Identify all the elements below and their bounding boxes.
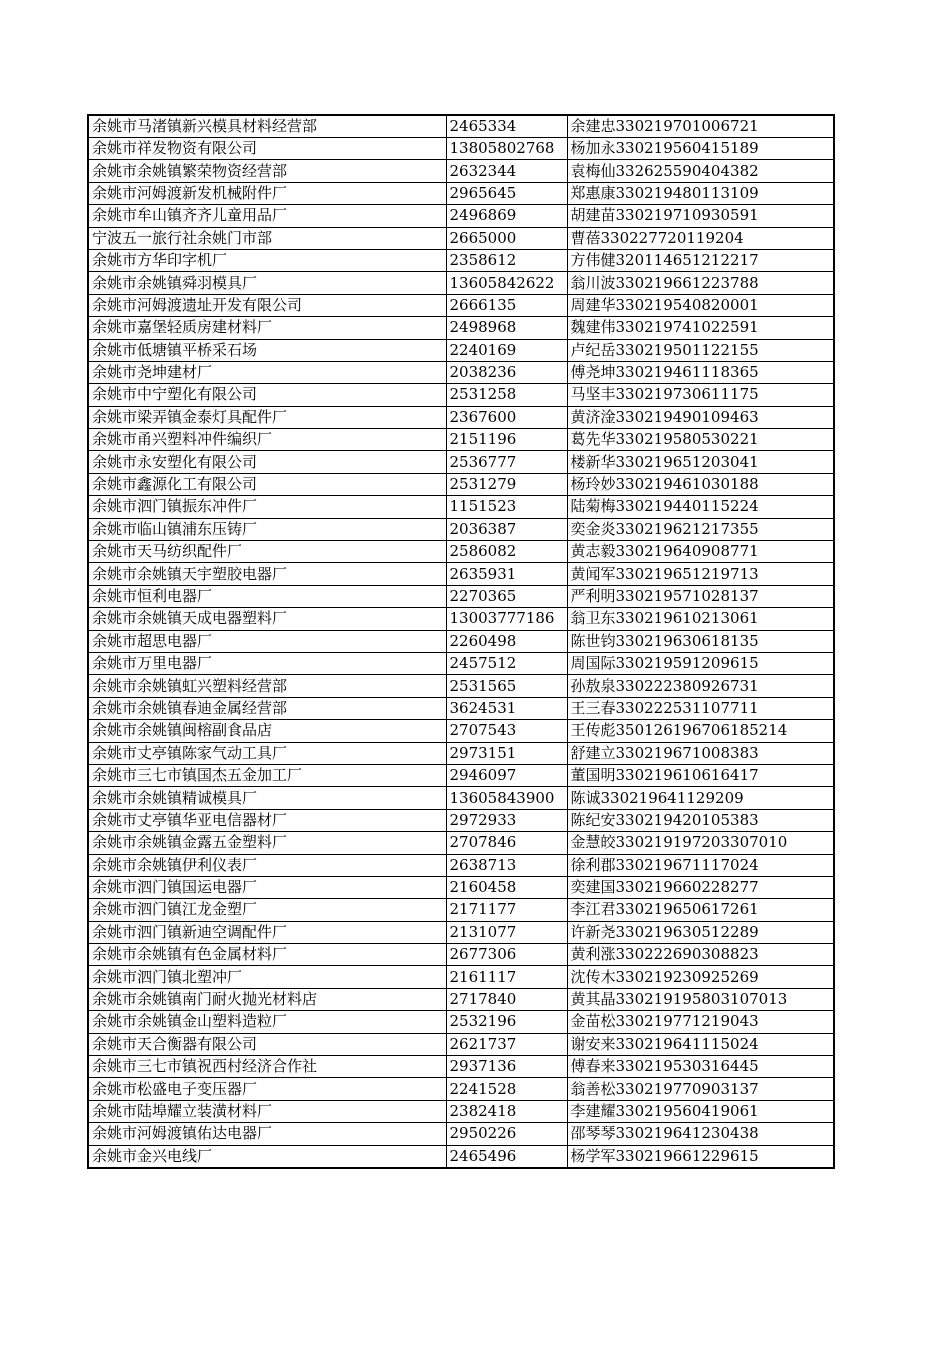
contact-id-cell[interactable]: 陆菊梅330219440115224 bbox=[567, 496, 834, 518]
company-name-cell[interactable]: 余姚市低塘镇平桥采石场 bbox=[88, 339, 446, 361]
company-name-cell[interactable]: 余姚市祥发物资有限公司 bbox=[88, 138, 446, 160]
table-row bbox=[88, 272, 834, 294]
table-row bbox=[88, 249, 834, 271]
table-row bbox=[88, 742, 834, 764]
contact-id-cell[interactable]: 金慧皎330219197203307010 bbox=[567, 832, 834, 854]
company-name-cell[interactable]: 余姚市方华印字机厂 bbox=[88, 249, 446, 271]
table-row bbox=[88, 317, 834, 339]
table-row bbox=[88, 227, 834, 249]
table-row bbox=[88, 966, 834, 988]
phone-cell[interactable]: 2536777 bbox=[446, 451, 567, 473]
table-row bbox=[88, 496, 834, 518]
contact-id-cell[interactable]: 严利明330219571028137 bbox=[567, 585, 834, 607]
phone-cell[interactable]: 2531565 bbox=[446, 675, 567, 697]
company-name-cell[interactable]: 余姚市鑫源化工有限公司 bbox=[88, 473, 446, 495]
contact-id-cell[interactable]: 杨加永330219560415189 bbox=[567, 138, 834, 160]
company-name-cell[interactable]: 余姚市余姚镇舜羽模具厂 bbox=[88, 272, 446, 294]
contact-id-cell[interactable]: 奕建国330219660228277 bbox=[567, 876, 834, 898]
company-name-cell[interactable]: 余姚市永安塑化有限公司 bbox=[88, 451, 446, 473]
company-name-cell[interactable]: 余姚市天合衡器有限公司 bbox=[88, 1033, 446, 1055]
table-row bbox=[88, 361, 834, 383]
table-row bbox=[88, 1056, 834, 1078]
contact-id-cell[interactable]: 谢安来330219641115024 bbox=[567, 1033, 834, 1055]
company-name-cell[interactable]: 余姚市超思电器厂 bbox=[88, 630, 446, 652]
company-name-cell[interactable]: 余姚市万里电器厂 bbox=[88, 652, 446, 674]
table-row bbox=[88, 1033, 834, 1055]
contact-id-cell[interactable]: 沈传木330219230925269 bbox=[567, 966, 834, 988]
table-row bbox=[88, 764, 834, 786]
phone-cell[interactable]: 2260498 bbox=[446, 630, 567, 652]
company-name-cell[interactable]: 余姚市嘉堡轻质房建材料厂 bbox=[88, 317, 446, 339]
phone-cell[interactable]: 2270365 bbox=[446, 585, 567, 607]
table-row bbox=[88, 630, 834, 652]
table-row bbox=[88, 339, 834, 361]
contact-id-cell[interactable]: 邵琴琴330219641230438 bbox=[567, 1123, 834, 1145]
company-name-cell[interactable]: 余姚市余姚镇伊利仪表厂 bbox=[88, 854, 446, 876]
company-name-cell[interactable]: 余姚市余姚镇天成电器塑料厂 bbox=[88, 608, 446, 630]
phone-cell[interactable]: 2707543 bbox=[446, 720, 567, 742]
phone-cell[interactable]: 2367600 bbox=[446, 406, 567, 428]
phone-cell[interactable]: 2635931 bbox=[446, 563, 567, 585]
company-name-cell[interactable]: 余姚市河姆渡镇佑达电器厂 bbox=[88, 1123, 446, 1145]
company-name-cell[interactable]: 余姚市余姚镇春迪金属经营部 bbox=[88, 697, 446, 719]
phone-cell[interactable]: 2038236 bbox=[446, 361, 567, 383]
phone-cell[interactable]: 2717840 bbox=[446, 988, 567, 1010]
company-name-cell[interactable]: 余姚市三七市镇祝西村经济合作社 bbox=[88, 1056, 446, 1078]
phone-cell[interactable]: 2666135 bbox=[446, 294, 567, 316]
contact-id-cell[interactable]: 金苗松330219771219043 bbox=[567, 1011, 834, 1033]
company-name-cell[interactable]: 余姚市余姚镇繁荣物资经营部 bbox=[88, 160, 446, 182]
contact-id-cell[interactable]: 卢纪岳330219501122155 bbox=[567, 339, 834, 361]
company-name-cell[interactable]: 余姚市泗门镇北塑冲厂 bbox=[88, 966, 446, 988]
company-name-cell[interactable]: 余姚市恒利电器厂 bbox=[88, 585, 446, 607]
contact-id-cell[interactable]: 余建忠330219701006721 bbox=[567, 115, 834, 138]
contact-id-cell[interactable]: 方伟健320114651212217 bbox=[567, 249, 834, 271]
table-row bbox=[88, 720, 834, 742]
contact-id-cell[interactable]: 黄其晶330219195803107013 bbox=[567, 988, 834, 1010]
table-row bbox=[88, 675, 834, 697]
table-row bbox=[88, 652, 834, 674]
table-row bbox=[88, 138, 834, 160]
table-row bbox=[88, 988, 834, 1010]
phone-cell[interactable]: 2677306 bbox=[446, 944, 567, 966]
table-row bbox=[88, 563, 834, 585]
phone-cell[interactable]: 13605842622 bbox=[446, 272, 567, 294]
contact-id-cell[interactable]: 陈世钧330219630618135 bbox=[567, 630, 834, 652]
company-name-cell[interactable]: 余姚市余姚镇精诚模具厂 bbox=[88, 787, 446, 809]
phone-cell[interactable]: 2531279 bbox=[446, 473, 567, 495]
table-row bbox=[88, 451, 834, 473]
table-row bbox=[88, 1123, 834, 1145]
contact-id-cell[interactable]: 奕金炎330219621217355 bbox=[567, 518, 834, 540]
phone-cell[interactable]: 2965645 bbox=[446, 182, 567, 204]
phone-cell[interactable]: 2665000 bbox=[446, 227, 567, 249]
company-name-cell[interactable]: 余姚市丈亭镇陈家气动工具厂 bbox=[88, 742, 446, 764]
table-row bbox=[88, 473, 834, 495]
table-row bbox=[88, 205, 834, 227]
table-row bbox=[88, 160, 834, 182]
phone-cell[interactable]: 13605843900 bbox=[446, 787, 567, 809]
company-name-cell[interactable]: 余姚市甬兴塑料冲件编织厂 bbox=[88, 429, 446, 451]
table-row bbox=[88, 518, 834, 540]
company-name-cell[interactable]: 宁波五一旅行社余姚门市部 bbox=[88, 227, 446, 249]
contact-id-cell[interactable]: 傅尧坤330219461118365 bbox=[567, 361, 834, 383]
company-name-cell[interactable]: 余姚市河姆渡新发机械附件厂 bbox=[88, 182, 446, 204]
company-name-cell[interactable]: 余姚市余姚镇南门耐火抛光材料店 bbox=[88, 988, 446, 1010]
company-table bbox=[87, 114, 835, 1169]
phone-cell[interactable]: 2465496 bbox=[446, 1145, 567, 1168]
contact-id-cell[interactable]: 袁梅仙332625590404382 bbox=[567, 160, 834, 182]
phone-cell[interactable]: 2382418 bbox=[446, 1100, 567, 1122]
contact-id-cell[interactable]: 魏建伟330219741022591 bbox=[567, 317, 834, 339]
phone-cell[interactable]: 2241528 bbox=[446, 1078, 567, 1100]
phone-cell[interactable]: 2036387 bbox=[446, 518, 567, 540]
company-name-cell[interactable]: 余姚市余姚镇有色金属材料厂 bbox=[88, 944, 446, 966]
contact-id-cell[interactable]: 杨学军330219661229615 bbox=[567, 1145, 834, 1168]
phone-cell[interactable]: 2131077 bbox=[446, 921, 567, 943]
contact-id-cell[interactable]: 楼新华330219651203041 bbox=[567, 451, 834, 473]
contact-id-cell[interactable]: 郑惠康330219480113109 bbox=[567, 182, 834, 204]
contact-id-cell[interactable]: 翁善松330219770903137 bbox=[567, 1078, 834, 1100]
table-row bbox=[88, 832, 834, 854]
company-name-cell[interactable]: 余姚市三七市镇国杰五金加工厂 bbox=[88, 764, 446, 786]
phone-cell[interactable]: 2937136 bbox=[446, 1056, 567, 1078]
contact-id-cell[interactable]: 黄济淦330219490109463 bbox=[567, 406, 834, 428]
company-name-cell[interactable]: 余姚市余姚镇金山塑料造粒厂 bbox=[88, 1011, 446, 1033]
company-name-cell[interactable]: 余姚市丈亭镇华亚电信器材厂 bbox=[88, 809, 446, 831]
company-name-cell[interactable]: 余姚市金兴电线厂 bbox=[88, 1145, 446, 1168]
contact-id-cell[interactable]: 孙敖泉330222380926731 bbox=[567, 675, 834, 697]
company-name-cell[interactable]: 余姚市泗门镇国运电器厂 bbox=[88, 876, 446, 898]
phone-cell[interactable]: 2498968 bbox=[446, 317, 567, 339]
phone-cell[interactable]: 2531258 bbox=[446, 384, 567, 406]
phone-cell[interactable]: 13003777186 bbox=[446, 608, 567, 630]
contact-id-cell[interactable]: 胡建苗330219710930591 bbox=[567, 205, 834, 227]
phone-cell[interactable]: 2532196 bbox=[446, 1011, 567, 1033]
contact-id-cell[interactable]: 黄闻军330219651219713 bbox=[567, 563, 834, 585]
table-row bbox=[88, 585, 834, 607]
table-row bbox=[88, 608, 834, 630]
company-name-cell[interactable]: 余姚市余姚镇虹兴塑料经营部 bbox=[88, 675, 446, 697]
table-row bbox=[88, 384, 834, 406]
company-name-cell[interactable]: 余姚市河姆渡遗址开发有限公司 bbox=[88, 294, 446, 316]
company-name-cell[interactable]: 余姚市余姚镇闽榕副食品店 bbox=[88, 720, 446, 742]
company-name-cell[interactable]: 余姚市临山镇浦东压铸厂 bbox=[88, 518, 446, 540]
table-row bbox=[88, 406, 834, 428]
contact-id-cell[interactable]: 杨玲妙330219461030188 bbox=[567, 473, 834, 495]
contact-id-cell[interactable]: 黄志毅330219640908771 bbox=[567, 541, 834, 563]
table-row bbox=[88, 876, 834, 898]
company-name-cell[interactable]: 余姚市陆埠耀立装潢材料厂 bbox=[88, 1100, 446, 1122]
table-row bbox=[88, 944, 834, 966]
contact-id-cell[interactable]: 周国际330219591209615 bbox=[567, 652, 834, 674]
contact-id-cell[interactable]: 李建耀330219560419061 bbox=[567, 1100, 834, 1122]
contact-id-cell[interactable]: 周建华330219540820001 bbox=[567, 294, 834, 316]
table-row bbox=[88, 1100, 834, 1122]
table-row bbox=[88, 854, 834, 876]
phone-cell[interactable]: 2171177 bbox=[446, 899, 567, 921]
table-row bbox=[88, 294, 834, 316]
phone-cell[interactable]: 2465334 bbox=[446, 115, 567, 138]
phone-cell[interactable]: 2972933 bbox=[446, 809, 567, 831]
phone-cell[interactable]: 2638713 bbox=[446, 854, 567, 876]
contact-id-cell[interactable]: 曹蓓330227720119204 bbox=[567, 227, 834, 249]
phone-cell[interactable]: 2240169 bbox=[446, 339, 567, 361]
company-name-cell[interactable]: 余姚市梁弄镇金泰灯具配件厂 bbox=[88, 406, 446, 428]
phone-cell[interactable]: 2457512 bbox=[446, 652, 567, 674]
contact-id-cell[interactable]: 王传彪350126196706185214 bbox=[567, 720, 834, 742]
phone-cell[interactable]: 2586082 bbox=[446, 541, 567, 563]
table-row bbox=[88, 541, 834, 563]
phone-cell[interactable]: 2632344 bbox=[446, 160, 567, 182]
table-row bbox=[88, 787, 834, 809]
phone-cell[interactable]: 2358612 bbox=[446, 249, 567, 271]
contact-id-cell[interactable]: 舒建立330219671008383 bbox=[567, 742, 834, 764]
phone-cell[interactable]: 1151523 bbox=[446, 496, 567, 518]
contact-id-cell[interactable]: 许新尧330219630512289 bbox=[567, 921, 834, 943]
table-row bbox=[88, 1011, 834, 1033]
contact-id-cell[interactable]: 李江君330219650617261 bbox=[567, 899, 834, 921]
phone-cell[interactable]: 2973151 bbox=[446, 742, 567, 764]
contact-id-cell[interactable]: 徐利郡330219671117024 bbox=[567, 854, 834, 876]
company-name-cell[interactable]: 余姚市泗门镇江龙金塑厂 bbox=[88, 899, 446, 921]
phone-cell[interactable]: 2946097 bbox=[446, 764, 567, 786]
company-name-cell[interactable]: 余姚市泗门镇振东冲件厂 bbox=[88, 496, 446, 518]
company-name-cell[interactable]: 余姚市天马纺织配件厂 bbox=[88, 541, 446, 563]
phone-cell[interactable]: 2707846 bbox=[446, 832, 567, 854]
phone-cell[interactable]: 2160458 bbox=[446, 876, 567, 898]
contact-id-cell[interactable]: 马坚丰330219730611175 bbox=[567, 384, 834, 406]
phone-cell[interactable]: 2496869 bbox=[446, 205, 567, 227]
table-row bbox=[88, 182, 834, 204]
contact-id-cell[interactable]: 翁卫东330219610213061 bbox=[567, 608, 834, 630]
company-name-cell[interactable]: 余姚市尧坤建材厂 bbox=[88, 361, 446, 383]
company-name-cell[interactable]: 余姚市中宁塑化有限公司 bbox=[88, 384, 446, 406]
contact-id-cell[interactable]: 黄利涨330222690308823 bbox=[567, 944, 834, 966]
contact-id-cell[interactable]: 陈纪安330219420105383 bbox=[567, 809, 834, 831]
phone-cell[interactable]: 2621737 bbox=[446, 1033, 567, 1055]
phone-cell[interactable]: 3624531 bbox=[446, 697, 567, 719]
table-row bbox=[88, 429, 834, 451]
company-name-cell[interactable]: 余姚市牟山镇齐齐儿童用品厂 bbox=[88, 205, 446, 227]
company-name-cell[interactable]: 余姚市余姚镇金露五金塑料厂 bbox=[88, 832, 446, 854]
company-name-cell[interactable]: 余姚市泗门镇新迪空调配件厂 bbox=[88, 921, 446, 943]
phone-cell[interactable]: 2950226 bbox=[446, 1123, 567, 1145]
phone-cell[interactable]: 2161117 bbox=[446, 966, 567, 988]
table-row bbox=[88, 697, 834, 719]
contact-id-cell[interactable]: 王三春330222531107711 bbox=[567, 697, 834, 719]
phone-cell[interactable]: 2151196 bbox=[446, 429, 567, 451]
company-name-cell[interactable]: 余姚市马渚镇新兴模具材料经营部 bbox=[88, 115, 446, 138]
table-row bbox=[88, 921, 834, 943]
table-row bbox=[88, 115, 834, 138]
contact-id-cell[interactable]: 傅春来330219530316445 bbox=[567, 1056, 834, 1078]
table-row bbox=[88, 809, 834, 831]
contact-id-cell[interactable]: 葛先华330219580530221 bbox=[567, 429, 834, 451]
phone-cell[interactable]: 13805802768 bbox=[446, 138, 567, 160]
contact-id-cell[interactable]: 翁川波330219661223788 bbox=[567, 272, 834, 294]
contact-id-cell[interactable]: 陈诚330219641129209 bbox=[567, 787, 834, 809]
table-row bbox=[88, 1145, 834, 1168]
company-name-cell[interactable]: 余姚市余姚镇天宇塑胶电器厂 bbox=[88, 563, 446, 585]
table-row bbox=[88, 899, 834, 921]
company-name-cell[interactable]: 余姚市松盛电子变压器厂 bbox=[88, 1078, 446, 1100]
table-row bbox=[88, 1078, 834, 1100]
table-body bbox=[88, 115, 834, 1168]
contact-id-cell[interactable]: 董国明330219610616417 bbox=[567, 764, 834, 786]
